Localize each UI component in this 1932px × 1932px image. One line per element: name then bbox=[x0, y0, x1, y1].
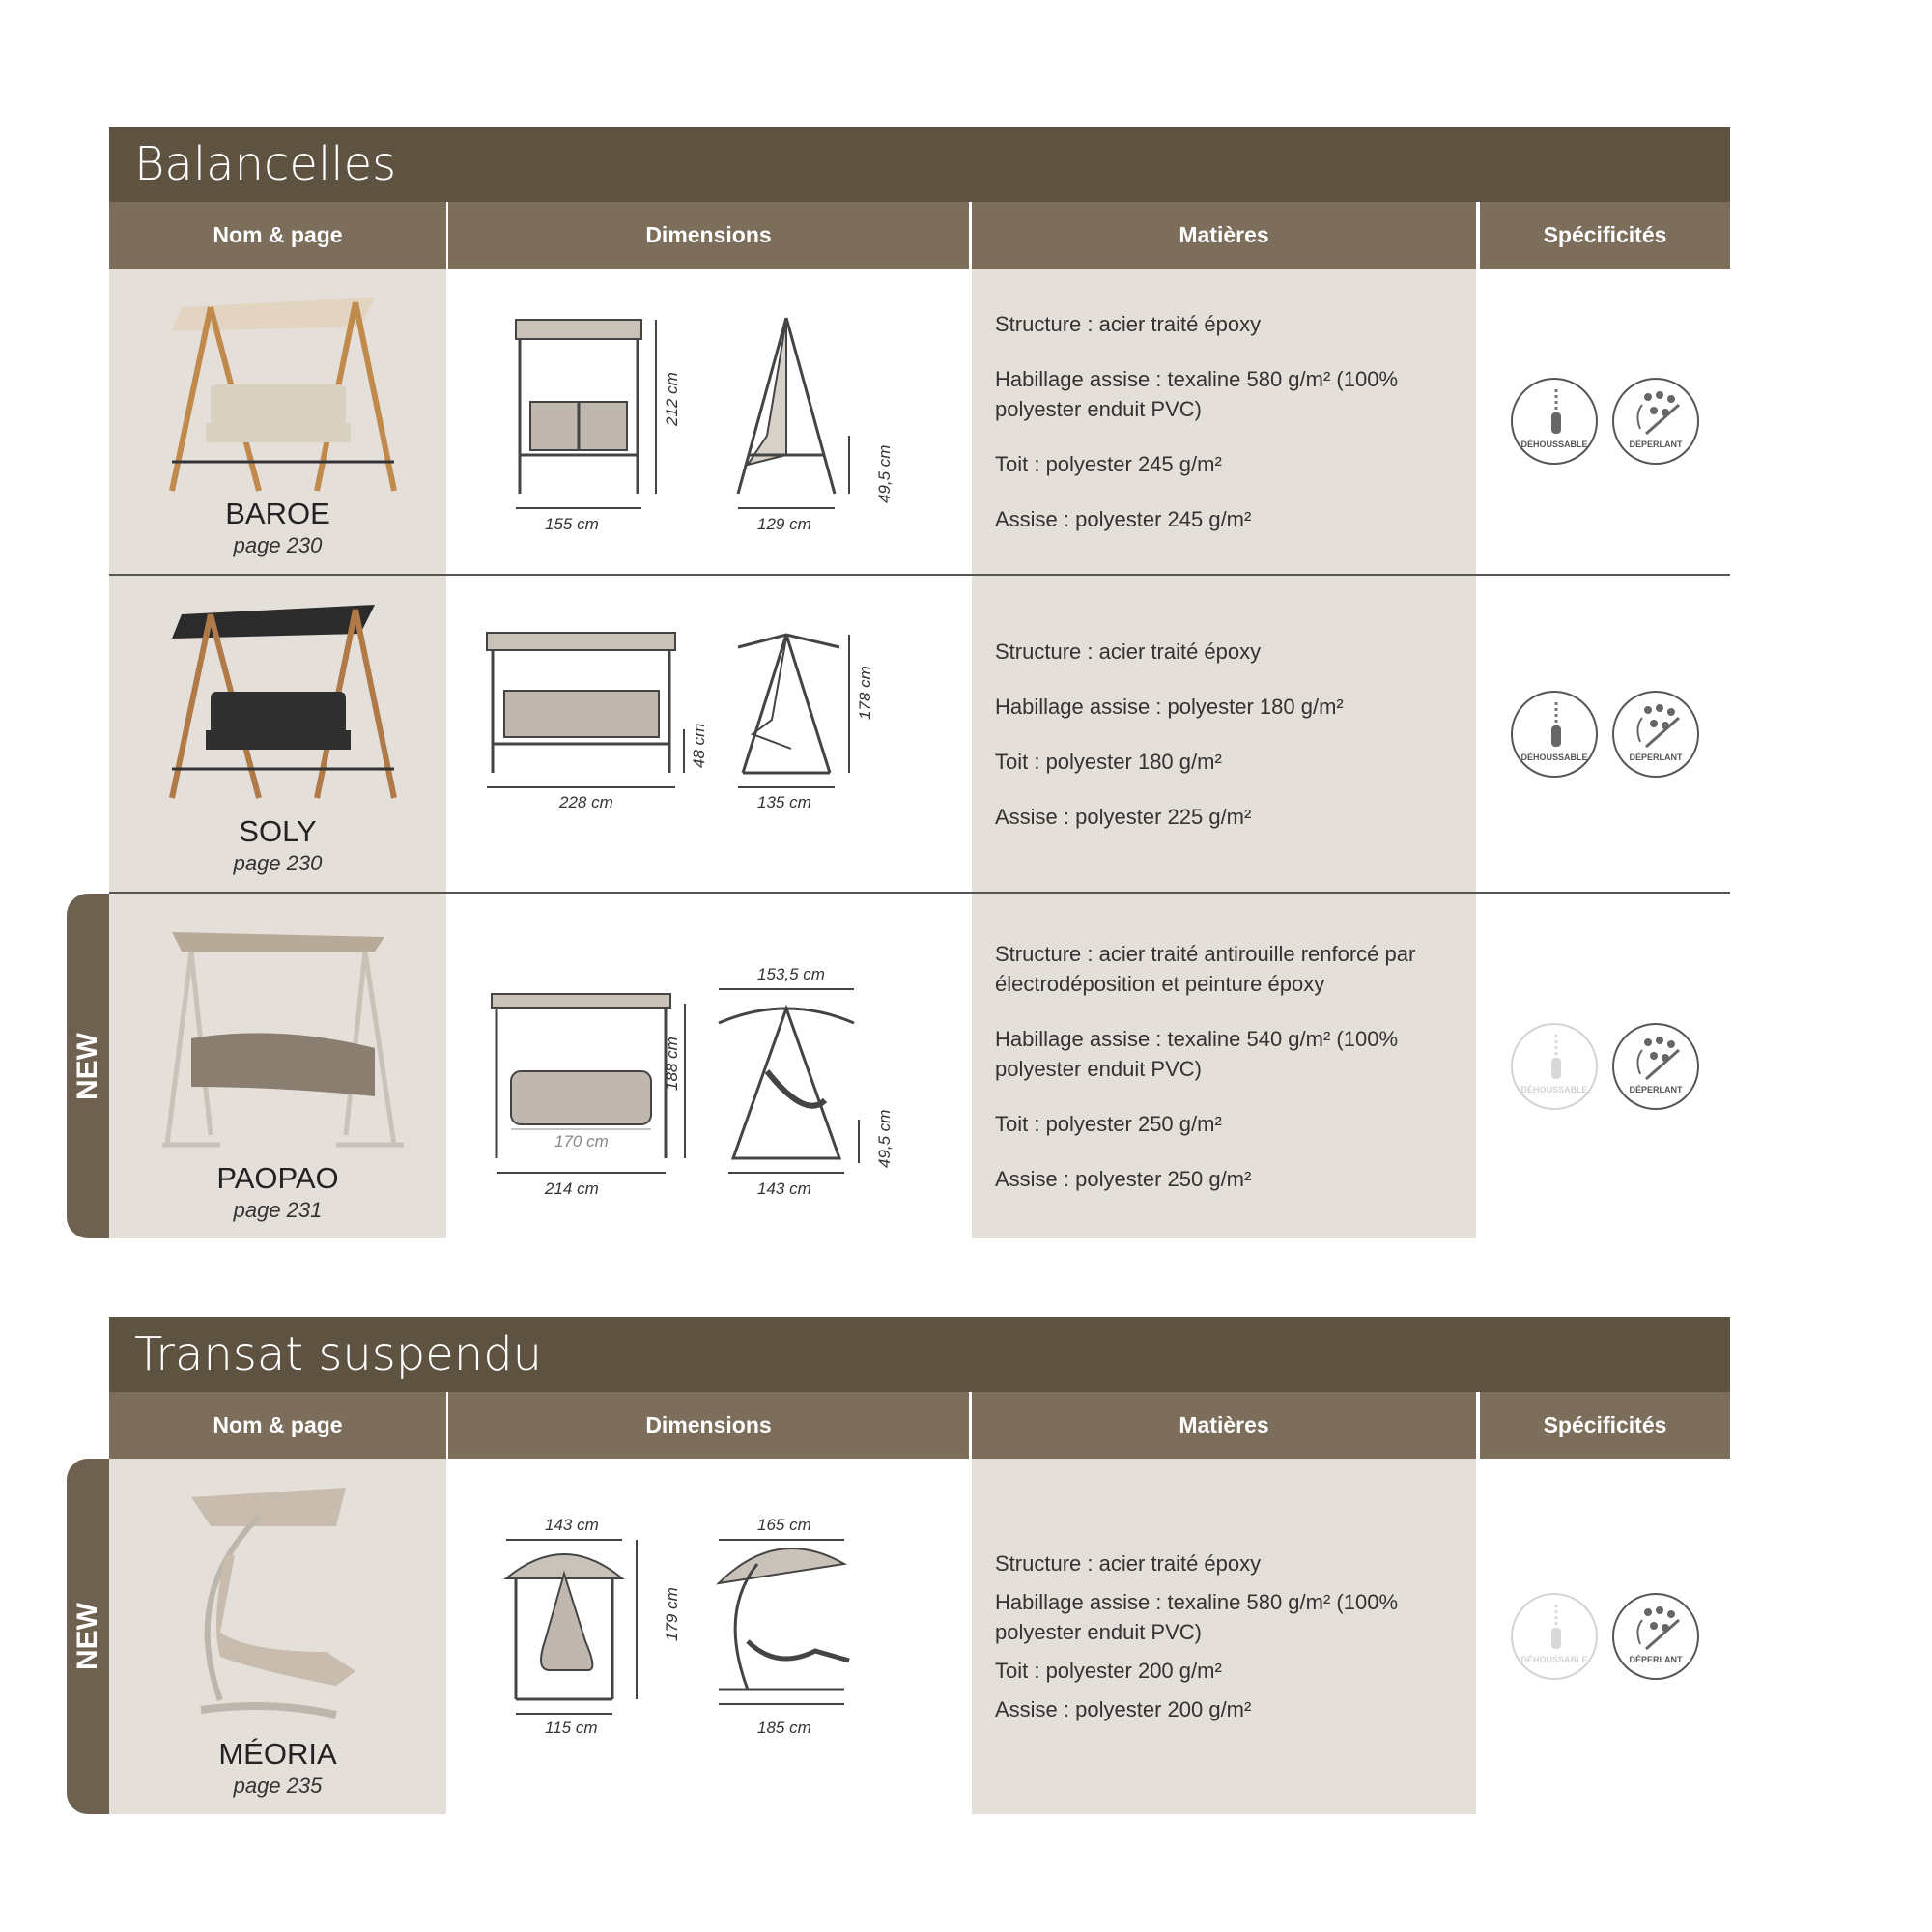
new-badge bbox=[67, 894, 109, 1238]
specs-cell bbox=[1480, 269, 1730, 574]
dimension-top: 143 cm bbox=[545, 1516, 599, 1534]
dimension-top: 165 cm bbox=[757, 1516, 811, 1534]
product-row bbox=[0, 1459, 1932, 1814]
product-page[interactable]: page 231 bbox=[233, 1198, 323, 1222]
materials-cell bbox=[972, 576, 1476, 892]
name-cell bbox=[109, 576, 446, 892]
column-header-dimensions: Dimensions bbox=[448, 202, 969, 269]
new-badge bbox=[67, 1459, 109, 1814]
dehoussable-badge bbox=[1511, 691, 1598, 778]
dimension-width: 143 cm bbox=[757, 1179, 811, 1198]
dimensions-cell bbox=[448, 1459, 969, 1814]
materials-cell bbox=[972, 894, 1476, 1238]
dehoussable-badge bbox=[1511, 378, 1598, 465]
material-line: Structure : acier traité époxy bbox=[995, 639, 1262, 664]
name-cell bbox=[109, 1459, 446, 1814]
name-cell bbox=[109, 269, 446, 574]
product-page[interactable]: page 235 bbox=[233, 1774, 323, 1798]
product-page[interactable]: page 230 bbox=[233, 851, 323, 875]
deperlant-badge bbox=[1612, 378, 1699, 465]
name-cell bbox=[109, 894, 446, 1238]
product-photo bbox=[153, 913, 404, 1169]
material-line: Structure : acier traité antirouille renforcé par électrodéposition et peinture époxy bbox=[995, 941, 1416, 996]
dimensions-cell bbox=[448, 269, 969, 574]
dimension-height: 188 cm bbox=[663, 1036, 681, 1091]
deperlant-badge bbox=[1612, 1023, 1699, 1110]
dehoussable-badge bbox=[1511, 1023, 1598, 1110]
product-page[interactable]: page 230 bbox=[233, 533, 323, 557]
product-photo bbox=[153, 595, 404, 812]
material-line: Assise : polyester 250 g/m² bbox=[995, 1166, 1252, 1191]
dimensions-cell bbox=[448, 576, 969, 892]
dimension-height: 178 cm bbox=[856, 665, 874, 720]
material-line: Assise : polyester 245 g/m² bbox=[995, 506, 1252, 531]
material-line: Habillage assise : texaline 580 g/m² (100% polyester enduit PVC) bbox=[995, 1590, 1399, 1644]
dimension-width: 228 cm bbox=[559, 792, 613, 811]
material-line: Toit : polyester 200 g/m² bbox=[995, 1659, 1222, 1683]
column-header-specs: Spécificités bbox=[1480, 202, 1730, 269]
dimension-drawing bbox=[477, 310, 699, 533]
dimension-drawing bbox=[690, 964, 912, 1198]
dimension-drawing bbox=[690, 1516, 912, 1738]
material-line: Assise : polyester 200 g/m² bbox=[995, 1697, 1252, 1721]
specs-cell bbox=[1480, 894, 1730, 1238]
spec-label: DÉPERLANT bbox=[1629, 1655, 1683, 1664]
column-header-dimensions: Dimensions bbox=[448, 1392, 969, 1459]
material-line: Toit : polyester 245 g/m² bbox=[995, 451, 1222, 476]
material-line: Toit : polyester 180 g/m² bbox=[995, 749, 1222, 774]
dimension-width: 155 cm bbox=[545, 515, 599, 533]
dimension-drawing bbox=[477, 975, 699, 1198]
deperlant-badge bbox=[1612, 691, 1699, 778]
material-line: Toit : polyester 250 g/m² bbox=[995, 1111, 1222, 1136]
spec-label: DÉHOUSSABLE bbox=[1520, 440, 1588, 449]
product-row bbox=[0, 269, 1932, 574]
column-header-name: Nom & page bbox=[109, 202, 446, 269]
spec-label: DÉHOUSSABLE bbox=[1520, 1084, 1588, 1094]
product-row bbox=[0, 576, 1932, 892]
material-line: Structure : acier traité époxy bbox=[995, 1551, 1262, 1576]
new-label: NEW bbox=[71, 1603, 103, 1670]
product-photo bbox=[153, 1478, 384, 1734]
product-row bbox=[0, 894, 1932, 1238]
specs-cell bbox=[1480, 1459, 1730, 1814]
deperlant-badge bbox=[1612, 1593, 1699, 1680]
dimension-drawing bbox=[477, 623, 708, 836]
dimension-height: 49,5 cm bbox=[875, 444, 894, 503]
product-name[interactable]: SOLY bbox=[239, 814, 317, 848]
material-line: Habillage assise : polyester 180 g/m² bbox=[995, 694, 1344, 719]
specs-cell bbox=[1480, 576, 1730, 892]
column-header-specs: Spécificités bbox=[1480, 1392, 1730, 1459]
dimension-inner: 170 cm bbox=[554, 1131, 609, 1151]
dimension-width: 214 cm bbox=[545, 1179, 599, 1198]
product-photo bbox=[153, 288, 404, 505]
product-name[interactable]: MÉORIA bbox=[218, 1737, 337, 1771]
column-header-materials: Matières bbox=[972, 1392, 1476, 1459]
dimension-width: 185 cm bbox=[757, 1719, 811, 1737]
spec-label: DÉPERLANT bbox=[1629, 752, 1683, 762]
dimension-width: 135 cm bbox=[757, 792, 811, 811]
column-header-name: Nom & page bbox=[109, 1392, 446, 1459]
spec-label: DÉHOUSSABLE bbox=[1520, 1655, 1588, 1664]
new-label: NEW bbox=[71, 1032, 103, 1100]
product-name[interactable]: BAROE bbox=[225, 497, 330, 530]
dehoussable-badge bbox=[1511, 1593, 1598, 1680]
spec-label: DÉHOUSSABLE bbox=[1520, 752, 1588, 762]
spec-label: DÉPERLANT bbox=[1629, 440, 1683, 449]
dimension-drawing bbox=[690, 623, 912, 836]
material-line: Habillage assise : texaline 540 g/m² (100% polyester enduit PVC) bbox=[995, 1026, 1399, 1081]
dimension-height: 49,5 cm bbox=[875, 1109, 894, 1168]
column-header-materials: Matières bbox=[972, 202, 1476, 269]
dimensions-cell bbox=[448, 894, 969, 1238]
material-line: Habillage assise : texaline 580 g/m² (100% polyester enduit PVC) bbox=[995, 366, 1399, 421]
materials-cell bbox=[972, 1459, 1476, 1814]
materials-cell bbox=[972, 269, 1476, 574]
dimension-height: 179 cm bbox=[663, 1587, 681, 1641]
product-name[interactable]: PAOPAO bbox=[216, 1161, 339, 1195]
material-line: Structure : acier traité époxy bbox=[995, 311, 1262, 336]
dimension-height: 212 cm bbox=[663, 372, 681, 426]
dimension-top: 153,5 cm bbox=[757, 964, 825, 983]
dimension-width: 129 cm bbox=[757, 515, 811, 533]
section-title: Transat suspendu bbox=[109, 1317, 1730, 1392]
section-title: Balancelles bbox=[109, 127, 1730, 202]
spec-label: DÉPERLANT bbox=[1629, 1084, 1683, 1094]
dimension-width: 115 cm bbox=[545, 1719, 598, 1737]
dimension-drawing bbox=[690, 310, 912, 533]
material-line: Assise : polyester 225 g/m² bbox=[995, 804, 1252, 829]
dimension-drawing bbox=[477, 1516, 699, 1738]
dimension-height: 48 cm bbox=[690, 723, 708, 768]
